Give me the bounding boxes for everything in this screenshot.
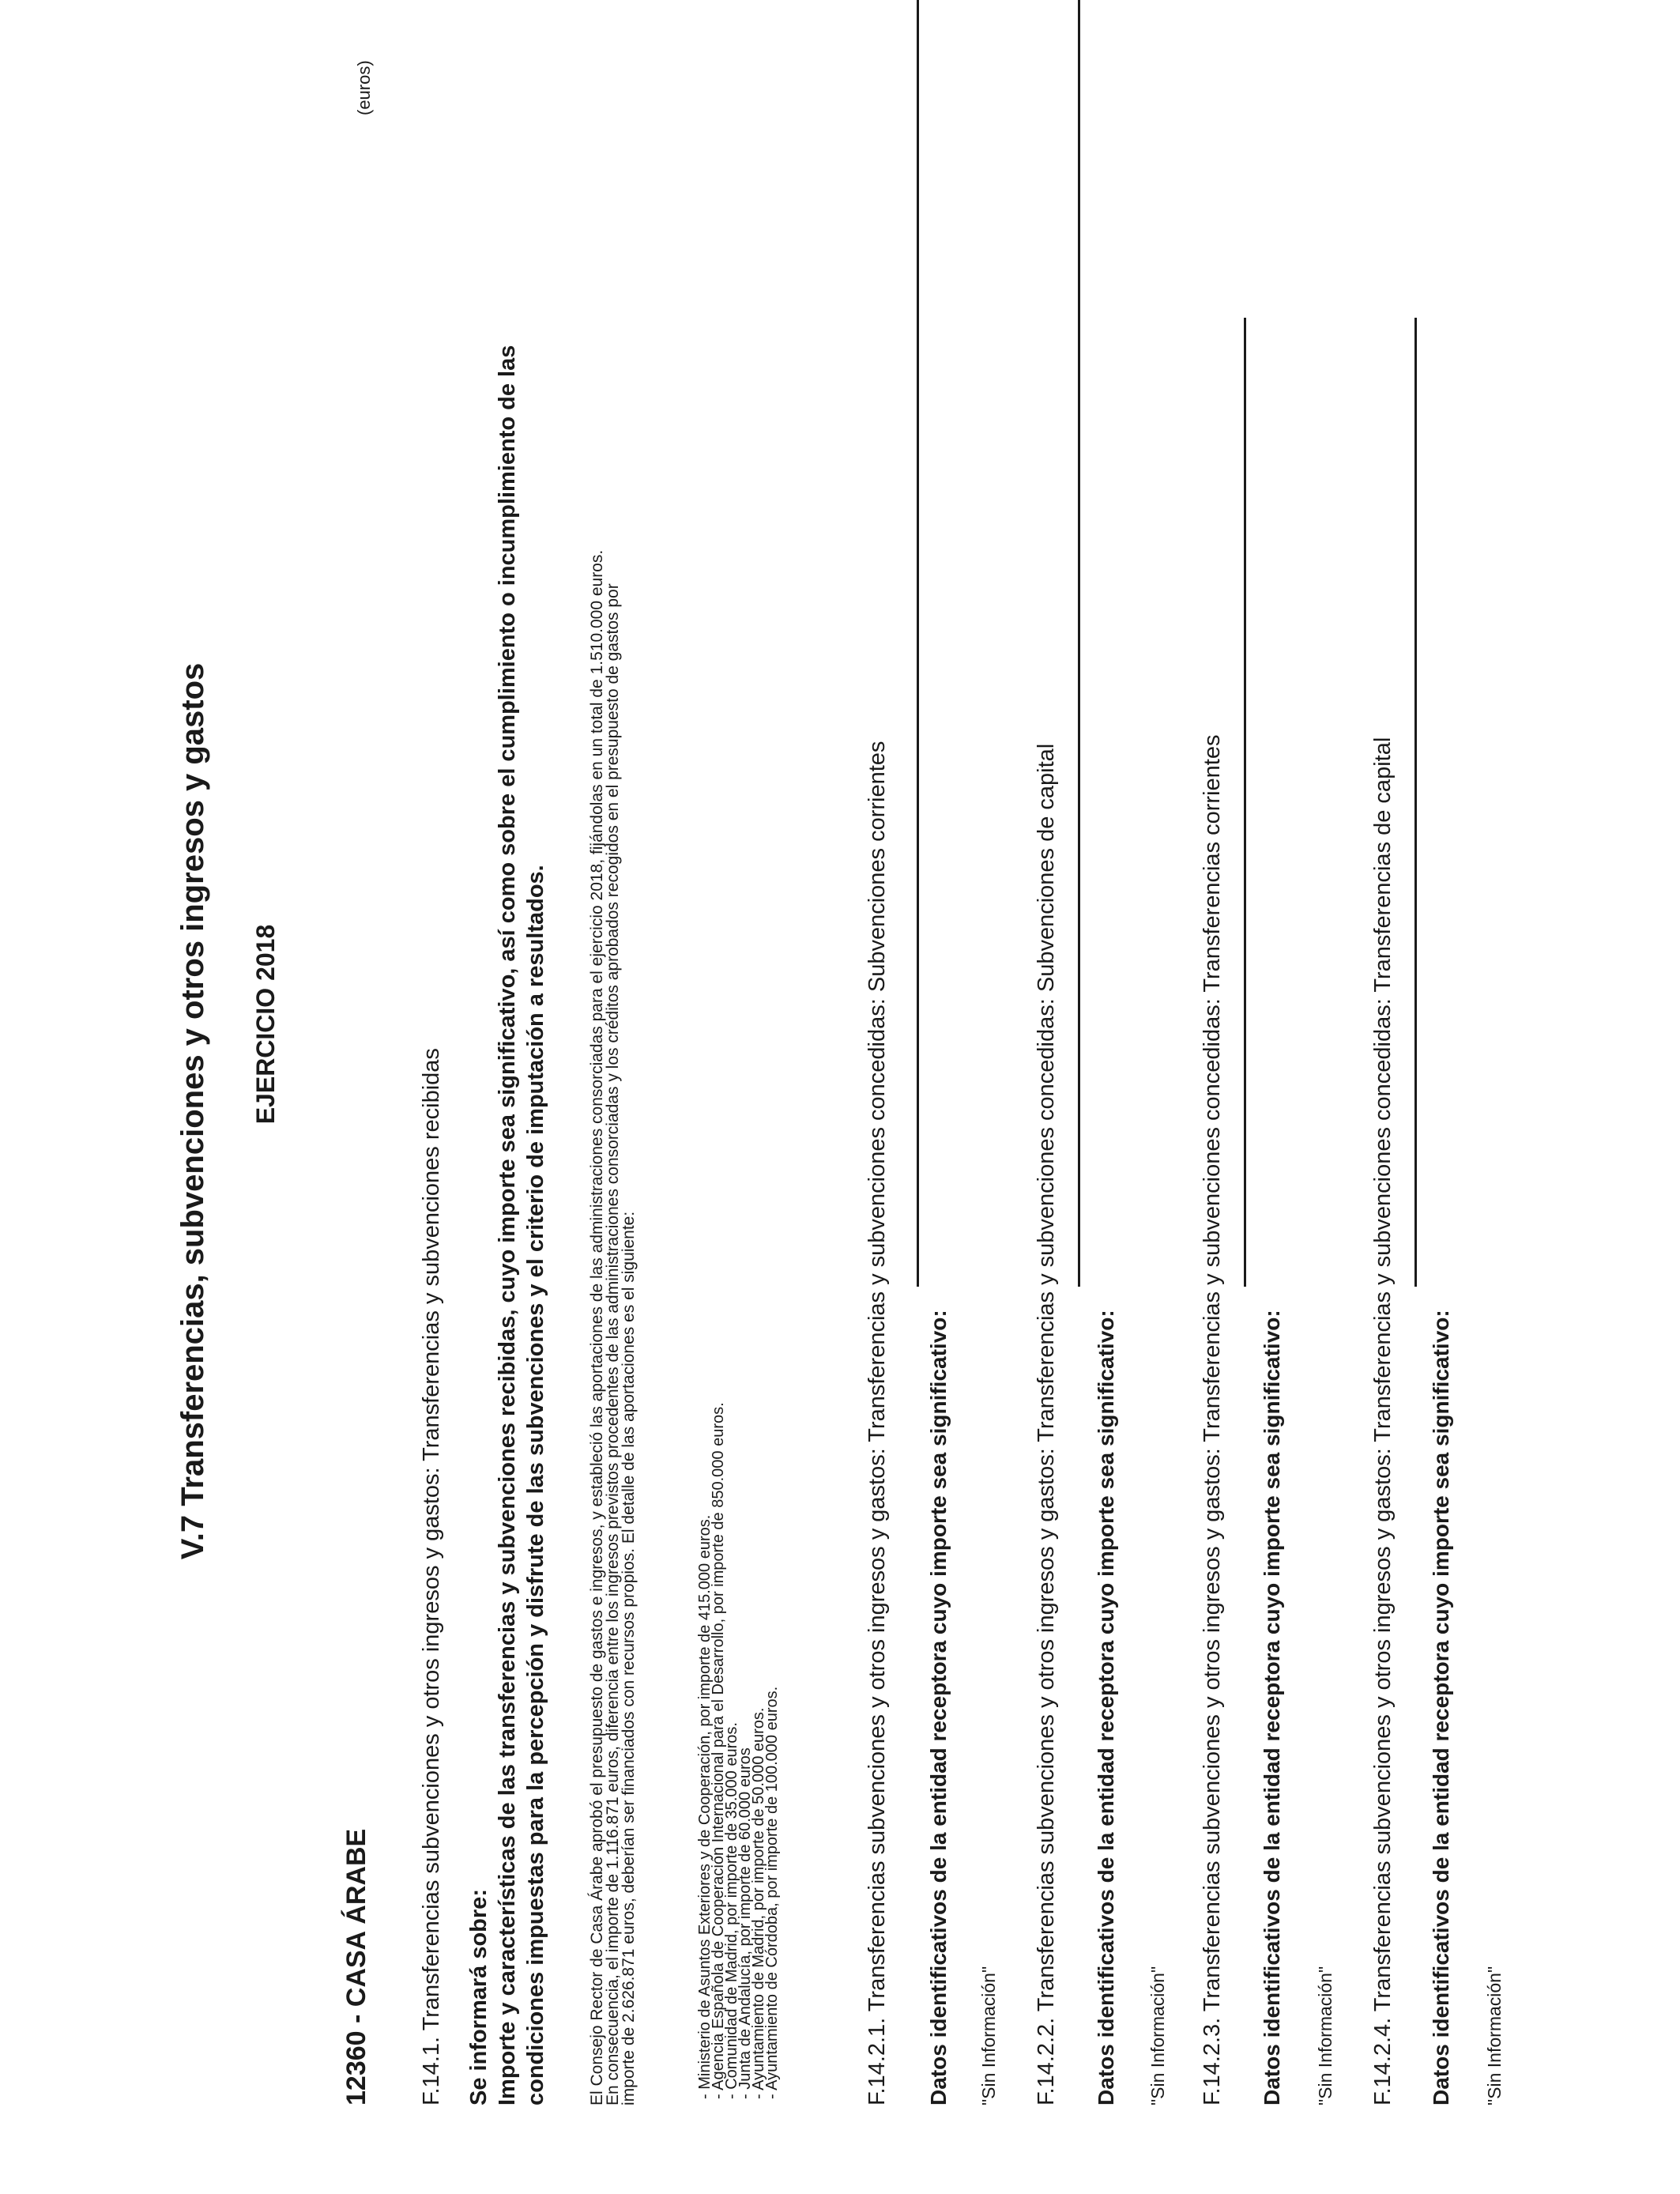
sin-informacion: "Sin Información" (1315, 1966, 1335, 2105)
currency-units: (euros) (354, 60, 374, 115)
receptor-data-label: Datos identificativos de la entidad receptora cuyo importe sea significativo: (1094, 1310, 1118, 2105)
fiscal-year-heading: EJERCICIO 2018 (251, 924, 280, 1125)
list-item: - Ayuntamiento de Madrid, por importe de 50.000 euros. (750, 1707, 767, 2099)
informara-label: Se informará sobre: (466, 1889, 492, 2105)
list-item: - Ayuntamiento de Córdoba, por importe de 100.000 euros. (763, 1686, 781, 2099)
informara-line-2: condiciones impuestas para la percepción y disfrute de las subvenciones y el criterio de imputación a resultados. (523, 865, 548, 2105)
sin-informacion: "Sin Información" (978, 1966, 999, 2105)
entity-name: 12360 - CASA ÁRABE (341, 1828, 371, 2105)
receptor-data-label: Datos identificativos de la entidad receptora cuyo importe sea significativo: (926, 1310, 951, 2105)
section-divider (1244, 318, 1246, 1287)
section-divider (1414, 318, 1417, 1287)
list-item: - Ministerio de Asuntos Exteriores y de Cooperación, por importe de 415.000 euros. (696, 1514, 714, 2099)
sin-informacion: "Sin Información" (1147, 1966, 1168, 2105)
list-item: - Junta de Andalucía, por importe de 60.000 euros (736, 1747, 754, 2099)
section-f14-2-3-heading: F.14.2.3. Transferencias subvenciones y otros ingresos y gastos: Transferencias y subvenciones concedidas: Transferencias corrientes (1200, 734, 1225, 2105)
informara-line-1: Importe y características de las transferencias y subvenciones recibidas, cuyo importe sea significativo, así como sobre el cumplimiento o incumplimiento de las (495, 345, 520, 2105)
receptor-data-label: Datos identificativos de la entidad receptora cuyo importe sea significativo: (1260, 1310, 1284, 2105)
sin-informacion: "Sin Información" (1484, 1966, 1505, 2105)
list-item: - Comunidad de Madrid, por importe de 35.000 euros. (723, 1722, 740, 2099)
section-divider (917, 0, 919, 1287)
body-line-1: El Consejo Rector de Casa Árabe aprobó el presupuesto de gastos e ingresos, y estableció las aportaciones de las administraciones consorciadas para el ejercicio 2018, fijándolas en un total de 1.510.000 euros. (588, 549, 606, 2105)
document-title: V.7 Transferencias, subvenciones y otros ingresos y gastos (175, 662, 210, 1560)
body-line-2: En consecuencia, el importe de 1.116.871 euros, diferencia entre los ingresos previstos procedentes de las administraciones consorciadas y los créditos aprobados recogidos en el presupuesto de gastos por (604, 583, 622, 2105)
section-divider (1078, 0, 1080, 1287)
section-f14-1-heading: F.14.1. Transferencias subvenciones y otros ingresos y gastos: Transferencias y subvenciones recibidas (419, 1048, 444, 2105)
section-f14-2-4-heading: F.14.2.4. Transferencias subvenciones y otros ingresos y gastos: Transferencias y subvenciones concedidas: Transferencias de capital (1370, 737, 1396, 2105)
receptor-data-label: Datos identificativos de la entidad receptora cuyo importe sea significativo: (1429, 1310, 1453, 2105)
section-f14-2-1-heading: F.14.2.1. Transferencias subvenciones y otros ingresos y gastos: Transferencias y subvenciones concedidas: Subvenciones corrientes (864, 741, 890, 2105)
list-item: - Agencia Española de Cooperación Internacional para el Desarrollo, por importe de 850.000 euros. (710, 1402, 727, 2099)
section-f14-2-2-heading: F.14.2.2. Transferencias subvenciones y otros ingresos y gastos: Transferencias y subvenciones concedidas: Subvenciones de capital (1034, 743, 1059, 2105)
body-line-3: importe de 2.626.871 euros, deberían ser financiados con recursos propios. El detalle de las aportaciones es el siguiente: (620, 1211, 638, 2105)
